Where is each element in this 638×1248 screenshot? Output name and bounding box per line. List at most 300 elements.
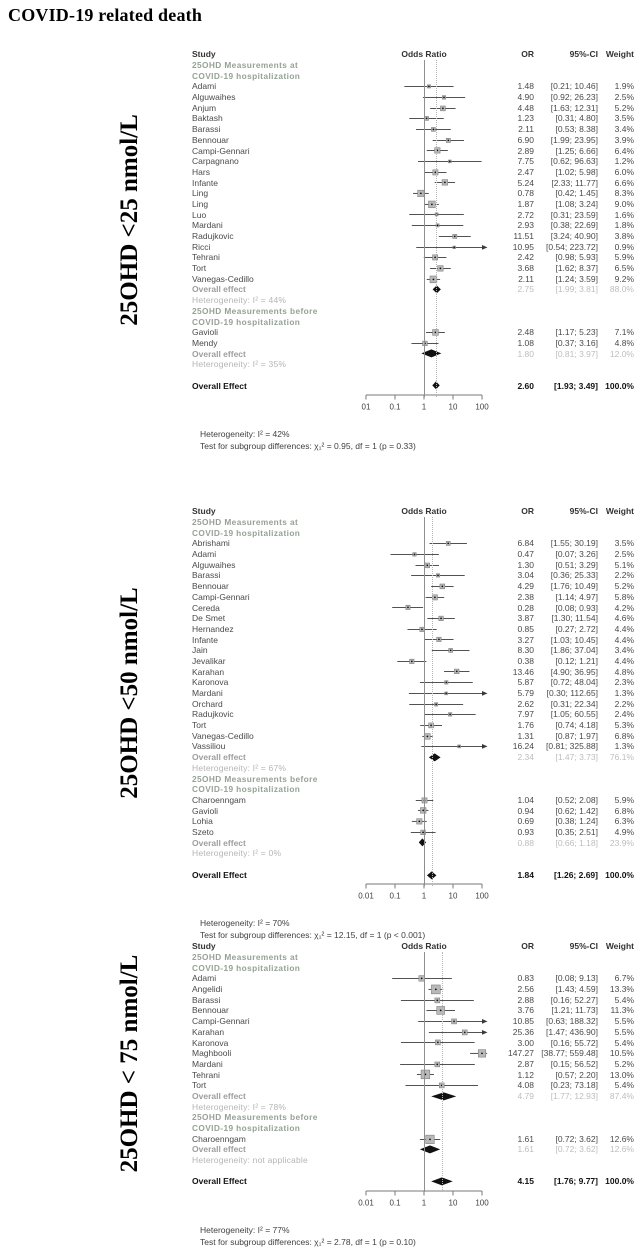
or-value: 1.61 <box>517 1144 534 1155</box>
weight-value: 5.3% <box>614 720 634 731</box>
row-label: Alguwaihes <box>192 92 236 103</box>
row-label: Campi-Gennari <box>192 1016 250 1027</box>
col-header-study: Study <box>192 941 216 951</box>
ci-value: [0.27; 2.72] <box>555 623 598 634</box>
weight-value: 5.2% <box>614 581 634 592</box>
subgroup-overall-row <box>192 838 638 849</box>
weight-value: 5.5% <box>614 1016 634 1027</box>
footer-line: Heterogeneity: I² = 70% <box>200 918 290 929</box>
weight-value: 5.2% <box>614 1058 634 1069</box>
row-label: Overall Effect <box>192 1176 247 1187</box>
row-label: Tort <box>192 720 207 731</box>
or-value: 8.30 <box>517 645 534 656</box>
ci-value: [0.07; 3.26] <box>555 549 598 560</box>
row-label: Adami <box>192 973 217 984</box>
or-value: 4.79 <box>517 1090 534 1101</box>
row-label: Charoenngam <box>192 794 246 805</box>
reference-line-overall <box>432 517 433 886</box>
col-header-ci: 95%-CI <box>569 941 598 951</box>
row-label: Carpagnano <box>192 156 239 167</box>
svg-text:0.1: 0.1 <box>389 891 401 901</box>
or-value: 0.94 <box>517 805 534 816</box>
weight-value: 6.8% <box>614 805 634 816</box>
column-headers <box>192 940 638 952</box>
or-value: 13.46 <box>512 666 534 677</box>
or-value: 2.11 <box>518 273 534 284</box>
row-label: 25OHD Measurements at <box>192 517 299 527</box>
ci-value: [3.24; 40.90] <box>550 231 598 241</box>
ci-value: [4.90; 36.95] <box>550 666 598 677</box>
weight-value: 12.6% <box>609 1133 634 1144</box>
subgroup-header-row <box>192 774 638 785</box>
study-row <box>192 549 638 560</box>
or-value: 2.62 <box>517 698 534 709</box>
or-value: 2.87 <box>517 1058 534 1069</box>
weight-value: 5.9% <box>614 794 634 805</box>
study-row <box>192 816 638 827</box>
weight-value: 6.3% <box>614 816 634 827</box>
overall-effect-row <box>192 1176 638 1187</box>
study-row <box>192 709 638 720</box>
reference-line-null <box>424 952 425 1192</box>
footer-line: Test for subgroup differences: χ₁² = 2.78, df = 1 (p = 0.10) <box>200 1236 416 1247</box>
ci-value: [1.76; 10.49] <box>550 581 598 592</box>
row-label: COVID-19 hospitalization <box>192 784 301 795</box>
study-row <box>192 1027 638 1038</box>
ci-value: [0.30; 112.65] <box>546 688 598 698</box>
weight-value: 4.2% <box>614 602 634 613</box>
ci-value: [0.72; 3.62] <box>555 1144 598 1155</box>
ci-value: [0.15; 56.52] <box>550 1058 598 1069</box>
footer-line: Heterogeneity: I² = 42% <box>200 429 290 440</box>
weight-value: 4.8% <box>614 337 634 348</box>
ci-value: [1.26; 2.69] <box>554 869 598 880</box>
or-value: 1.30 <box>517 559 534 570</box>
study-row <box>192 667 638 678</box>
or-value: 16.24 <box>512 741 534 752</box>
or-value: 2.89 <box>517 145 534 156</box>
ci-value: [38.77; 559.48] <box>541 1048 598 1059</box>
row-label: Adami <box>192 81 217 92</box>
or-value: 0.47 <box>517 549 534 560</box>
row-label: Tehrani <box>192 1069 220 1080</box>
study-row <box>192 984 638 995</box>
study-row <box>192 327 638 338</box>
forest-rows <box>192 952 638 1187</box>
col-header-weight: Weight <box>605 506 634 516</box>
or-value: 1.76 <box>517 720 534 731</box>
svg-text:1: 1 <box>421 891 427 901</box>
panel-side-label: 25OHD < 75 nmol/L <box>116 954 143 1173</box>
row-label: Infante <box>192 177 218 188</box>
weight-value: 5.9% <box>614 252 634 263</box>
ci-value: [1.47; 3.73] <box>555 752 598 763</box>
weight-value: 5.4% <box>614 1080 634 1091</box>
subgroup-header-row <box>192 952 638 963</box>
svg-text:100: 100 <box>475 1198 489 1208</box>
study-row <box>192 795 638 806</box>
weight-value: 4.6% <box>614 613 634 624</box>
ci-value: [0.31; 4.80] <box>555 113 598 124</box>
row-label: Karonova <box>192 677 229 688</box>
study-row <box>192 113 638 124</box>
row-label: Campi-Gennari <box>192 145 250 156</box>
or-value: 4.15 <box>517 1176 534 1187</box>
weight-value: 3.5% <box>614 113 634 124</box>
ci-value: [0.62; 96.63] <box>550 156 598 167</box>
or-value: 7.97 <box>517 709 534 720</box>
study-row <box>192 1016 638 1027</box>
subgroup-header-row <box>192 1123 638 1134</box>
or-value: 5.87 <box>517 677 534 688</box>
subgroup-overall-row <box>192 284 638 295</box>
row-label: Bennouar <box>192 1005 229 1016</box>
weight-value: 2.5% <box>614 549 634 560</box>
study-row <box>192 263 638 274</box>
col-header-or: OR <box>521 49 534 59</box>
weight-value: 7.1% <box>614 327 634 338</box>
weight-value: 9.0% <box>614 198 634 209</box>
subgroup-header-row <box>192 306 638 317</box>
or-value: 147.27 <box>508 1048 534 1059</box>
heterogeneity-row <box>192 1102 638 1113</box>
study-row <box>192 677 638 688</box>
weight-value: 6.8% <box>614 730 634 741</box>
column-headers <box>192 48 638 60</box>
col-header-odds-ratio: Odds Ratio <box>401 49 447 59</box>
weight-value: 2.4% <box>614 709 634 720</box>
or-value: 2.48 <box>517 327 534 338</box>
or-value: 2.34 <box>517 752 534 763</box>
forest-panel-75 <box>116 940 638 1248</box>
weight-value: 2.5% <box>614 92 634 103</box>
row-label: Heterogeneity: I² = 78% <box>192 1101 287 1112</box>
weight-value: 4.4% <box>614 655 634 666</box>
subgroup-header-row <box>192 1112 638 1123</box>
weight-value: 13.3% <box>609 984 634 995</box>
weight-value: 87.4% <box>609 1090 634 1101</box>
reference-line-overall <box>442 952 443 1192</box>
panel-side-label: 25OHD <25 nmol/L <box>116 114 143 326</box>
weight-value: 3.4% <box>614 645 634 656</box>
ci-value: [1.08; 3.24] <box>555 198 598 209</box>
col-header-ci: 95%-CI <box>569 506 598 516</box>
row-label: Overall Effect <box>192 869 247 880</box>
ci-value: [0.66; 1.18] <box>555 837 598 848</box>
ci-value: [0.12; 1.21] <box>555 655 598 666</box>
ci-value: [1.02; 5.98] <box>555 166 598 177</box>
or-value: 2.88 <box>517 994 534 1005</box>
heterogeneity-row <box>192 359 638 370</box>
or-value: 6.90 <box>517 134 534 145</box>
row-label: Lohia <box>192 816 213 827</box>
row-label: Tort <box>192 263 207 274</box>
row-label: Mendy <box>192 337 218 348</box>
or-value: 0.93 <box>517 826 534 837</box>
study-row <box>192 199 638 210</box>
ci-value: [0.35; 2.51] <box>555 826 598 837</box>
or-value: 1.31 <box>517 730 534 741</box>
figure-title: COVID-19 related death <box>8 5 203 25</box>
or-value: 1.87 <box>517 198 534 209</box>
spacer-row <box>192 1166 638 1177</box>
column-headers <box>192 505 638 517</box>
row-label: Vassiliou <box>192 741 226 752</box>
forest-rows <box>192 60 638 391</box>
weight-value: 6.6% <box>614 177 634 188</box>
subgroup-header-row <box>192 71 638 82</box>
ci-value: [0.08; 9.13] <box>555 973 598 984</box>
or-value: 5.79 <box>517 688 534 698</box>
or-value: 3.04 <box>517 570 534 581</box>
or-value: 1.12 <box>517 1069 534 1080</box>
or-value: 25.36 <box>512 1026 534 1037</box>
study-row <box>192 274 638 285</box>
row-label: 25OHD Measurements at <box>192 60 299 70</box>
row-label: Charoenngam <box>192 1133 246 1144</box>
row-label: Orchard <box>192 698 223 709</box>
or-value: 0.88 <box>517 837 534 848</box>
or-value: 3.76 <box>517 1005 534 1016</box>
study-row <box>192 827 638 838</box>
row-label: Ling <box>192 198 209 209</box>
weight-value: 100.0% <box>605 380 634 391</box>
weight-value: 0.9% <box>614 241 634 252</box>
weight-value: 6.5% <box>614 263 634 274</box>
study-row <box>192 613 638 624</box>
study-row <box>192 741 638 752</box>
subgroup-header-row <box>192 317 638 328</box>
weight-value: 5.5% <box>614 1026 634 1037</box>
weight-value: 11.3% <box>610 1005 634 1016</box>
overall-effect-row <box>192 381 638 392</box>
study-row <box>192 581 638 592</box>
or-value: 2.60 <box>517 380 534 391</box>
ci-value: [0.87; 1.97] <box>555 730 598 741</box>
row-label: Vanegas-Cedillo <box>192 273 254 284</box>
study-row <box>192 338 638 349</box>
ci-value: [0.92; 26.23] <box>550 92 598 103</box>
subgroup-overall-row <box>192 1091 638 1102</box>
study-row <box>192 1080 638 1091</box>
study-row <box>192 188 638 199</box>
weight-value: 6.0% <box>614 166 634 177</box>
study-row <box>192 1134 638 1145</box>
ci-value: [0.81; 325.88] <box>546 741 598 752</box>
study-row <box>192 92 638 103</box>
reference-line-null <box>424 60 425 397</box>
weight-value: 3.5% <box>614 538 634 549</box>
row-label: Abrishami <box>192 538 230 549</box>
or-value: 0.69 <box>517 816 534 827</box>
ci-value: [0.53; 8.38] <box>555 124 598 135</box>
subgroup-header-row <box>192 784 638 795</box>
or-value: 4.08 <box>517 1080 534 1091</box>
ci-value: [0.16; 55.72] <box>550 1037 598 1048</box>
subgroup-overall-row <box>192 752 638 763</box>
heterogeneity-row <box>192 295 638 306</box>
footer-line: Test for subgroup differences: χ₁² = 12.15, df = 1 (p < 0.001) <box>200 929 426 940</box>
or-value: 3.27 <box>517 634 534 645</box>
ci-value: [0.36; 25.33] <box>550 570 598 581</box>
weight-value: 5.1% <box>614 559 634 570</box>
ci-value: [1.62; 8.37] <box>555 263 598 274</box>
weight-value: 2.2% <box>614 698 634 709</box>
study-row <box>192 252 638 263</box>
svg-text:10: 10 <box>448 402 458 412</box>
svg-text:10: 10 <box>448 891 458 901</box>
forest-rows <box>192 517 638 880</box>
svg-text:100: 100 <box>475 402 489 412</box>
row-label: Bennouar <box>192 581 229 592</box>
panel-footer <box>200 429 638 452</box>
or-value: 10.85 <box>512 1016 534 1027</box>
ci-value: [1.47; 436.90] <box>546 1026 598 1037</box>
row-label: Hernandez <box>192 623 234 634</box>
forest-panel-25 <box>116 48 638 452</box>
or-value: 5.24 <box>517 177 534 188</box>
weight-value: 76.1% <box>609 752 634 763</box>
weight-value: 1.3% <box>614 688 634 698</box>
or-value: 0.85 <box>517 623 534 634</box>
or-value: 1.23 <box>517 113 534 124</box>
or-value: 2.56 <box>517 984 534 995</box>
ci-value: [1.30; 11.54] <box>551 613 598 624</box>
weight-value: 4.9% <box>614 826 634 837</box>
row-label: COVID-19 hospitalization <box>192 1123 301 1133</box>
ci-value: [0.63; 188.32] <box>546 1016 598 1027</box>
or-value: 10.95 <box>512 241 534 252</box>
row-label: 25OHD Measurements at <box>192 952 299 962</box>
study-row <box>192 231 638 242</box>
ci-value: [1.17; 5.23] <box>555 327 598 338</box>
or-value: 1.61 <box>517 1133 534 1144</box>
row-label: 25OHD Measurements before <box>192 305 318 316</box>
svg-text:100: 100 <box>475 891 489 901</box>
subgroup-header-row <box>192 60 638 71</box>
svg-text:0.1: 0.1 <box>389 1198 401 1208</box>
ci-value: [0.21; 10.46] <box>550 81 598 92</box>
col-header-odds-ratio: Odds Ratio <box>401 506 447 516</box>
svg-text:1: 1 <box>421 1198 427 1208</box>
weight-value: 13.0% <box>609 1069 634 1080</box>
svg-text:10: 10 <box>448 1198 458 1208</box>
row-label: 25OHD Measurements before <box>192 773 318 784</box>
study-row <box>192 645 638 656</box>
or-value: 1.04 <box>517 794 534 805</box>
row-label: Heterogeneity: I² = 35% <box>192 359 287 370</box>
row-label: Heterogeneity: I² = 44% <box>192 295 287 306</box>
col-header-or: OR <box>521 941 534 951</box>
col-header-or: OR <box>521 506 534 516</box>
weight-value: 4.4% <box>614 623 634 634</box>
heterogeneity-row <box>192 848 638 859</box>
study-row <box>192 1070 638 1081</box>
row-label: Gavioli <box>192 327 218 338</box>
study-row <box>192 1048 638 1059</box>
ci-value: [0.08; 0.93] <box>555 602 598 613</box>
weight-value: 100.0% <box>605 1176 634 1187</box>
weight-value: 8.3% <box>614 188 634 199</box>
subgroup-header-row <box>192 528 638 539</box>
ci-value: [0.54; 223.72] <box>546 241 598 252</box>
ci-value: [0.74; 4.18] <box>555 720 598 731</box>
row-label: Bennouar <box>192 134 229 145</box>
ci-value: [0.72; 48.04] <box>550 677 598 688</box>
subgroup-overall-row <box>192 1144 638 1155</box>
heterogeneity-row <box>192 763 638 774</box>
row-label: Cereda <box>192 602 220 613</box>
or-value: 1.80 <box>517 348 534 359</box>
subgroup-header-row <box>192 517 638 528</box>
study-row <box>192 81 638 92</box>
study-row <box>192 124 638 135</box>
weight-value: 23.9% <box>609 837 634 848</box>
weight-value: 88.0% <box>609 284 634 295</box>
or-value: 0.38 <box>517 655 534 666</box>
study-row <box>192 699 638 710</box>
svg-text:0.1: 0.1 <box>389 402 401 412</box>
weight-value: 10.5% <box>609 1048 634 1059</box>
or-value: 11.51 <box>513 231 534 241</box>
or-value: 4.48 <box>517 102 534 113</box>
row-label: Overall effect <box>192 284 246 295</box>
study-row <box>192 103 638 114</box>
ci-value: [1.55; 30.19] <box>550 538 598 549</box>
col-header-weight: Weight <box>605 49 634 59</box>
ci-value: [1.99; 3.81] <box>555 284 598 295</box>
or-value: 3.87 <box>517 613 534 624</box>
row-label: Alguwaihes <box>192 559 236 570</box>
or-value: 2.47 <box>517 166 534 177</box>
weight-value: 3.9% <box>614 134 634 145</box>
or-value: 1.08 <box>517 337 534 348</box>
x-axis <box>358 1187 638 1216</box>
ci-value: [0.31; 23.59] <box>550 209 598 220</box>
study-row <box>192 592 638 603</box>
ci-value: [0.37; 3.16] <box>555 337 598 348</box>
ci-value: [1.77; 12.93] <box>550 1090 598 1101</box>
svg-text:0.01: 0.01 <box>358 1198 374 1208</box>
or-value: 0.83 <box>517 973 534 984</box>
ci-value: [1.24; 3.59] <box>555 273 598 284</box>
row-label: Heterogeneity: I² = 67% <box>192 762 287 773</box>
or-value: 0.78 <box>517 188 534 199</box>
row-label: Mardani <box>192 220 223 231</box>
or-value: 1.84 <box>517 869 534 880</box>
ci-value: [0.42; 1.45] <box>555 188 598 199</box>
study-row <box>192 146 638 157</box>
weight-value: 2.2% <box>614 570 634 581</box>
weight-value: 1.9% <box>614 81 634 92</box>
study-row <box>192 570 638 581</box>
study-row <box>192 156 638 167</box>
row-label: Karahan <box>192 666 225 677</box>
col-header-ci: 95%-CI <box>569 49 598 59</box>
or-value: 7.75 <box>517 156 534 167</box>
reference-line-overall <box>436 60 437 397</box>
study-row <box>192 731 638 742</box>
study-row <box>192 603 638 614</box>
ci-value: [1.03; 10.45] <box>550 634 598 645</box>
study-row <box>192 1005 638 1016</box>
ci-value: [0.38; 1.24] <box>555 816 598 827</box>
study-row <box>192 688 638 699</box>
heterogeneity-row <box>192 1155 638 1166</box>
row-label: COVID-19 hospitalization <box>192 527 301 538</box>
or-value: 6.84 <box>517 538 534 549</box>
weight-value: 1.2% <box>614 156 634 167</box>
